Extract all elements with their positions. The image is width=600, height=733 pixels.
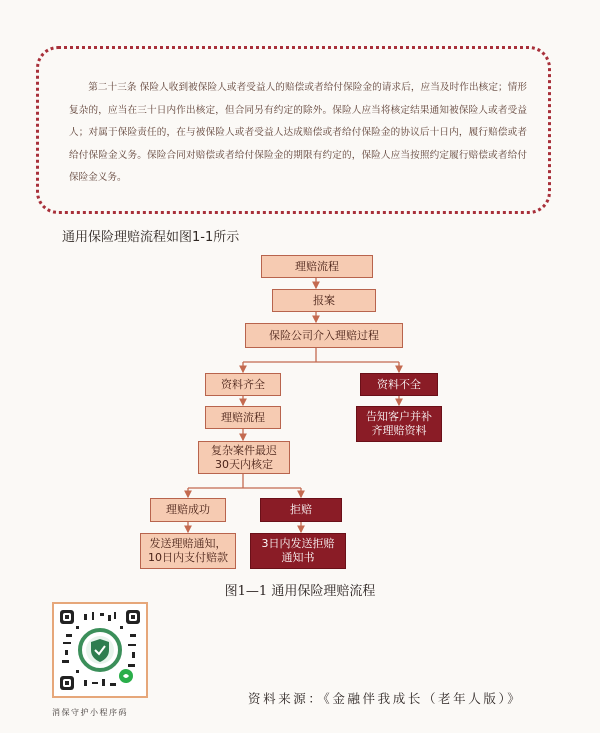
flow-send-notice-pay: 发送理赔通知，10日内支付赔款 xyxy=(140,533,236,569)
flow-claim-process-2: 理赔流程 xyxy=(205,406,281,429)
qr-code-pattern xyxy=(54,604,146,696)
source-citation: 资料来源：《金融伴我成长（老年人版）》 xyxy=(248,691,523,706)
qr-label: 消保守护小程序码 xyxy=(52,708,128,717)
flow-docs-incomplete: 资料不全 xyxy=(360,373,438,396)
flow-report: 报案 xyxy=(272,289,376,312)
article-text: 第二十三条 保险人收到被保险人或者受益人的赔偿或者给付保险金的请求后，应当及时作出核定；情形复杂的，应当在三十日内作出核定，但合同另有约定的除外。保险人应当将核定结果通知被保险人或者受益人；对属于保险责任的，在与被保险人或者受益人达成赔偿或者给付保险金的协议后十日内，履行赔偿或者给付保险金义务。保险合同对赔偿或者给付保险金的期限有约定的，保险人应当按照约定履行赔偿或者给付保险金义务。 xyxy=(69,82,527,183)
flow-notify-supplement: 告知客户并补齐理赔资料 xyxy=(356,406,442,442)
flow-docs-complete: 资料齐全 xyxy=(205,373,281,396)
flow-complex-case: 复杂案件最迟30天内核定 xyxy=(198,441,290,474)
flow-claim-denied: 拒赔 xyxy=(260,498,342,522)
flow-send-denial: 3日内发送拒赔通知书 xyxy=(250,533,346,569)
figure-caption: 图1—1 通用保险理赔流程 xyxy=(224,584,376,599)
qr-code xyxy=(52,602,148,698)
flow-intro: 通用保险理赔流程如图1-1所示 xyxy=(62,230,240,245)
flow-claim-process: 理赔流程 xyxy=(261,255,373,278)
flow-insurer-intervenes: 保险公司介入理赔过程 xyxy=(245,323,403,348)
flow-claim-success: 理赔成功 xyxy=(150,498,226,522)
